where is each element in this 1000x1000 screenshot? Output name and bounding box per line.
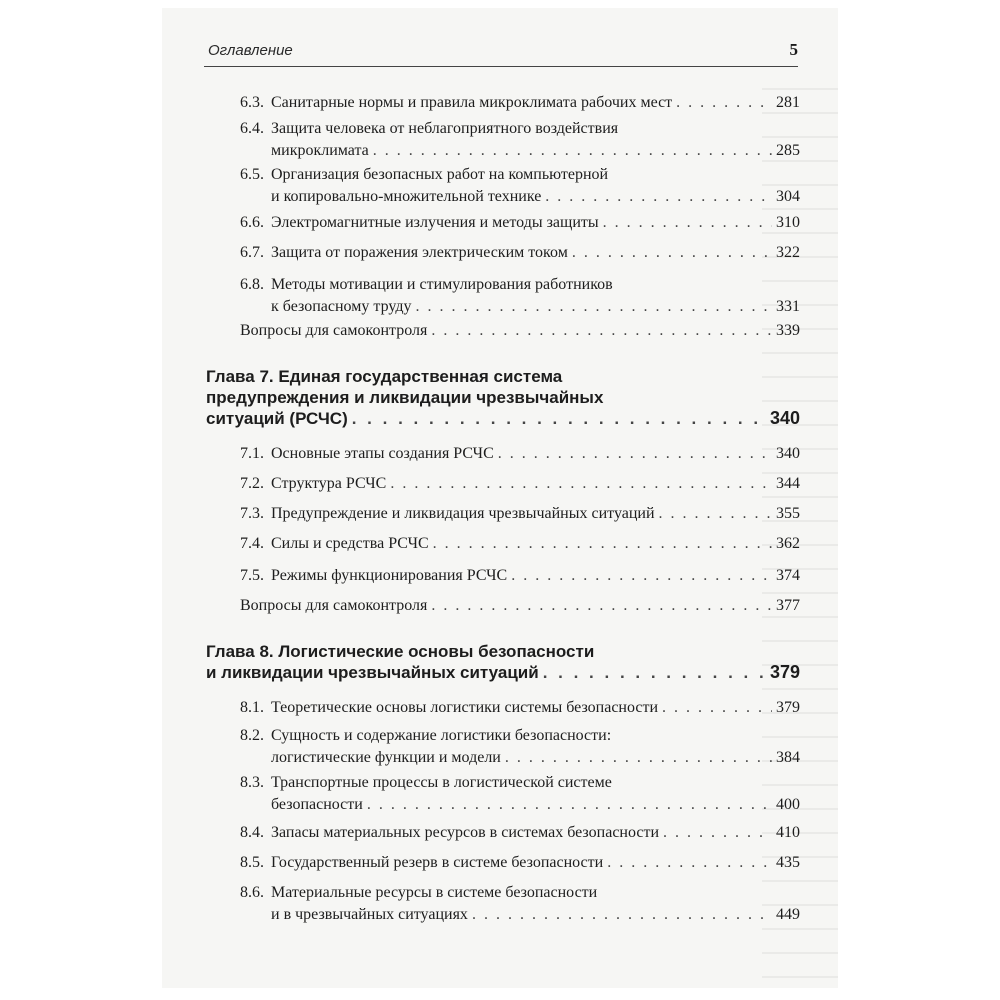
toc-entry-page: 344 [776,475,800,492]
toc-entry-6-5 [240,164,800,208]
leader-dots [498,443,772,465]
toc-entry-number: 7.1. [240,445,264,462]
toc-entry-title: Материальные ресурсы в системе безопасности [271,884,598,901]
toc-entry-title: Режимы функционирования РСЧС [271,567,508,584]
toc-entry-8-5 [240,852,800,874]
toc-entry-title: Методы мотивации и стимулирования работников [271,276,613,293]
toc-entry-page: 400 [776,796,800,813]
leader-dots [545,186,772,208]
toc-entry-7-1 [240,443,800,465]
toc-entry-number: 8.4. [240,824,264,841]
toc-entry-page: 281 [776,94,800,111]
toc-entry-6-3 [240,92,800,114]
toc-entry-title: Сущность и содержание логистики безопасности: [271,727,612,744]
toc-entry-title-cont: и в чрезвычайных ситуациях [271,906,468,923]
toc-entry-6-6 [240,212,800,234]
toc-entry-number: 7.5. [240,567,264,584]
leader-dots [431,320,772,342]
toc-entry-page: 377 [776,597,800,614]
toc-entry-6-7 [240,242,800,264]
header-page-number: 5 [789,40,798,59]
toc-entry-questions-7 [240,595,800,617]
toc-entry-title: Транспортные процессы в логистической системе [271,774,612,791]
toc-entry-page: 384 [776,749,800,766]
toc-entry-page: 340 [776,445,800,462]
toc-entry-8-6 [240,882,800,926]
leader-dots [603,212,772,234]
toc-entry-title: Структура РСЧС [271,475,387,492]
toc-entry-8-4 [240,822,800,844]
toc-chapter-8 [206,641,800,685]
toc-entry-title: Организация безопасных работ на компьютерной [271,166,609,183]
toc-entry-page: 322 [776,244,800,261]
leader-dots [415,296,772,318]
toc-entry-number: 6.6. [240,214,264,231]
toc-entry-page: 339 [776,322,800,339]
leader-dots [662,697,772,719]
toc-entry-questions-6 [240,320,800,342]
chapter-title: Глава 8. Логистические основы безопасности [206,642,595,661]
toc-entry-title: Основные этапы создания РСЧС [271,445,494,462]
leader-dots [511,565,772,587]
toc-entry-page: 355 [776,505,800,522]
toc-entry-number: 7.4. [240,535,264,552]
leader-dots [352,408,766,429]
leader-dots [472,904,772,926]
toc-entry-8-1 [240,697,800,719]
toc-entry-page: 310 [776,214,800,231]
toc-entry-title-cont: к безопасному труду [271,298,412,315]
toc-entry-page: 331 [776,298,800,315]
toc-entry-title: Теоретические основы логистики системы безопасности [271,699,659,716]
toc-entry-title-cont: и копировально-множительной технике [271,188,542,205]
leader-dots [676,92,772,114]
leader-dots [607,852,772,874]
toc-entry-number: 8.2. [240,727,264,744]
chapter-title-cont: ситуаций (РСЧС) [206,409,348,428]
toc-entry-6-8 [240,274,800,318]
toc-entry-title: Государственный резерв в системе безопасности [271,854,604,871]
toc-entry-page: 410 [776,824,800,841]
toc-entry-number: 7.2. [240,475,264,492]
toc-entry-title: Электромагнитные излучения и методы защиты [271,214,599,231]
toc-chapter-7 [206,366,800,432]
toc-entry-8-3 [240,772,800,816]
toc-entry-number: 6.3. [240,94,264,111]
toc-entry-number: 8.5. [240,854,264,871]
toc-entry-page: 435 [776,854,800,871]
toc-entry-title: Защита от поражения электрическим током [271,244,568,261]
toc-entry-7-2 [240,473,800,495]
toc-entry-title-cont: безопасности [271,796,363,813]
chapter-title-cont: и ликвидации чрезвычайных ситуаций [206,663,539,682]
leader-dots [433,533,772,555]
leader-dots [505,747,772,769]
toc-entry-7-5 [240,565,800,587]
toc-entry-number: 6.7. [240,244,264,261]
toc-entry-number: 6.8. [240,276,264,293]
toc-entry-page: 285 [776,142,800,159]
chapter-title: Глава 7. Единая государственная система [206,367,563,386]
toc-entry-title: Запасы материальных ресурсов в системах безопасности [271,824,660,841]
toc-entry-7-3 [240,503,800,525]
leader-dots [373,140,772,162]
toc-entry-6-4 [240,118,800,162]
toc-entry-number: 6.5. [240,166,264,183]
toc-entry-8-2 [240,725,800,769]
toc-entry-title: Санитарные нормы и правила микроклимата рабочих мест [271,94,673,111]
leader-dots [659,503,772,525]
toc-entry-number: 6.4. [240,120,264,137]
toc-entry-title: Защита человека от неблагоприятного воздействия [271,120,619,137]
header-title: Оглавление [208,42,293,59]
toc-entry-7-4 [240,533,800,555]
leader-dots [431,595,772,617]
toc-entry-title: Вопросы для самоконтроля [240,597,428,614]
toc-entry-page: 304 [776,188,800,205]
toc-entry-page: 362 [776,535,800,552]
toc-entry-title: Силы и средства РСЧС [271,535,429,552]
toc-entry-number: 8.6. [240,884,264,901]
leader-dots [390,473,772,495]
toc-entry-page: 374 [776,567,800,584]
leader-dots [543,662,766,683]
toc-entry-number: 8.1. [240,699,264,716]
leader-dots [572,242,772,264]
toc-entry-title: Предупреждение и ликвидация чрезвычайных ситуаций [271,505,655,522]
leader-dots [367,794,772,816]
toc-entry-title: Вопросы для самоконтроля [240,322,428,339]
leader-dots [663,822,772,844]
chapter-title-cont: предупреждения и ликвидации чрезвычайных [206,388,604,407]
toc-entry-number: 8.3. [240,774,264,791]
chapter-page: 340 [769,408,800,428]
toc-entry-page: 449 [776,906,800,923]
toc-entry-title-cont: микроклимата [271,142,369,159]
toc-entry-page: 379 [776,699,800,716]
chapter-page: 379 [769,662,800,682]
toc-entry-title-cont: логистические функции и модели [271,749,501,766]
toc-entry-number: 7.3. [240,505,264,522]
